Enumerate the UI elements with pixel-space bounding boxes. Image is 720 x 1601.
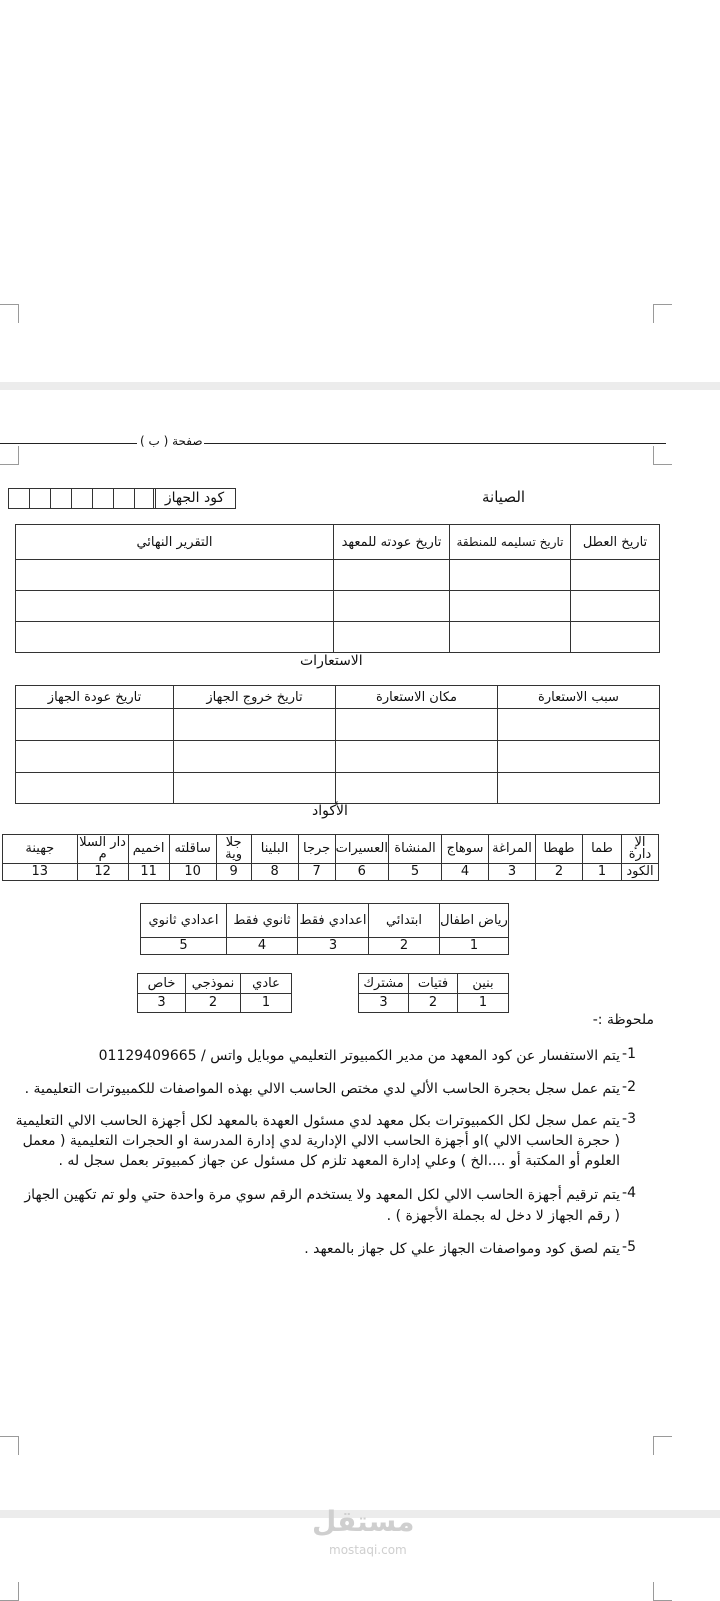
gender-codes-table [358,973,509,1013]
note-text: يتم عمل سجل بحجرة الحاسب الألي لدي مختص الحاسب الالي بهذه المواصفات للكمبيوترات التعليمية . [24,1081,620,1097]
admin-name-cell: المنشاة [389,835,442,864]
admin-code-cell: 10 [169,864,216,881]
stage-code-cell: 3 [298,938,369,955]
admin-code-cell: 3 [489,864,536,881]
maintenance-title: الصيانة [482,488,526,506]
type-name-cell: نموذجي [186,974,241,994]
admin-name-cell: المراغة [489,835,536,864]
note-text: يتم لصق كود ومواصفات الجهاز علي كل جهاز بالمعهد . [304,1241,620,1257]
maintenance-header-delivery-date: تاريخ تسليمه للمنطقة [450,525,571,560]
admin-code-cell: 12 [77,864,128,881]
loans-header-reason: سبب الاستعارة [498,686,660,709]
admin-code-cell: 4 [442,864,489,881]
admin-code-cell: 11 [128,864,169,881]
stage-code-cell: 1 [440,938,509,955]
note-number: -1 [622,1046,636,1062]
stage-code-cell: 2 [369,938,440,955]
admin-name-cell: اخميم [128,835,169,864]
gender-code-cell: 2 [409,994,458,1013]
admin-name-cell: طهطا [536,835,583,864]
header-rule [0,443,137,444]
codes-title: الأكواد [312,803,348,819]
device-code-label: كود الجهاز [153,488,236,509]
stage-name-cell: ابتدائي [369,904,440,938]
crop-mark [0,446,19,465]
admin-codes-table [2,834,659,881]
type-code-cell: 3 [138,994,186,1013]
admin-name-cell: ساقلته [169,835,216,864]
loans-title: الاستعارات [300,653,363,669]
stage-name-cell: رياض اطفال [440,904,509,938]
admin-code-cell: 5 [389,864,442,881]
crop-mark [653,446,672,465]
note-text: يتم ترقيم أجهزة الحاسب الالي لكل المعهد ولا يستخدم الرقم سوي مرة واحدة حتي ولو تم تكهين الجهاز [24,1187,620,1203]
watermark-site: mostaqi.com [329,1543,407,1557]
gender-name-cell: فتيات [409,974,458,994]
admin-code-cell: الكود [622,864,659,881]
admin-code-cell: 6 [335,864,388,881]
admin-name-cell: جرجا [298,835,335,864]
stage-name-cell: اعدادي ثانوي [141,904,227,938]
crop-mark [653,1436,672,1455]
note-text: العلوم أو المكتبة أو ....الخ ) وعلي إدارة المعهد تلزم كل مسئول عن جهاز كمبيوتر بعمل سجل له . [58,1153,620,1169]
table-row [16,773,660,804]
note-number: -3 [622,1111,636,1127]
crop-mark [0,304,19,323]
stage-codes-table [140,903,509,955]
crop-mark [0,1582,19,1601]
admin-name-cell: طما [583,835,622,864]
loans-header-out-date: تاريخ خروج الجهاز [174,686,336,709]
admin-name-cell: دار السلا م [77,835,128,864]
stage-code-cell: 5 [141,938,227,955]
admin-code-cell: 7 [298,864,335,881]
admin-name-cell: العسيرات [335,835,388,864]
note-number: -4 [622,1185,636,1201]
notes-title: ملحوظة :- [592,1012,654,1028]
crop-mark [653,304,672,323]
gender-code-cell: 1 [458,994,509,1013]
stage-name-cell: اعدادي فقط [298,904,369,938]
type-name-cell: عادي [241,974,292,994]
admin-code-cell: 1 [583,864,622,881]
admin-name-cell: جلا وية [216,835,251,864]
gender-name-cell: مشترك [359,974,409,994]
maintenance-table [15,524,660,653]
page-gap-top [0,382,720,390]
loans-header-place: مكان الاستعارة [336,686,498,709]
table-row [16,622,660,653]
note-text: ( حجرة الحاسب الالي )او أجهزة الحاسب الالي الإدارية لدي إدارة المدرسة او الحجرات التعليمية ( معمل [22,1133,620,1149]
gender-name-cell: بنين [458,974,509,994]
note-text: يتم عمل سجل لكل الكمبيوترات بكل معهد لدي مسئول العهدة بالمعهد لكل أجهزة الحاسب الالي التعليمية [15,1113,620,1129]
maintenance-header-final-report: التقرير النهائي [16,525,334,560]
admin-name-cell: الإ دارة [622,835,659,864]
admin-name-cell: سوهاج [442,835,489,864]
note-number: -2 [622,1079,636,1095]
stage-name-cell: ثانوي فقط [227,904,298,938]
maintenance-header-return-date: تاريخ عودته للمعهد [334,525,450,560]
admin-name-cell: جهينة [3,835,78,864]
table-row [16,741,660,773]
admin-code-cell: 8 [251,864,298,881]
note-number: -5 [622,1239,636,1255]
loans-header-return-date: تاريخ عودة الجهاز [16,686,174,709]
page-label: صفحة ( ب ) [140,434,203,448]
type-codes-table [137,973,292,1013]
type-code-cell: 1 [241,994,292,1013]
stage-code-cell: 4 [227,938,298,955]
maintenance-header-fault-date: تاريخ العطل [571,525,660,560]
device-code-boxes [8,488,156,509]
table-row [16,591,660,622]
note-text: ( رقم الجهاز لا دخل له بجملة الأجهزة ) . [386,1208,620,1224]
watermark-logo: مستقل [312,1505,415,1538]
table-row [16,709,660,741]
admin-name-cell: البلينا [251,835,298,864]
table-row [16,560,660,591]
type-code-cell: 2 [186,994,241,1013]
type-name-cell: خاص [138,974,186,994]
note-text: يتم الاستفسار عن كود المعهد من مدير الكمبيوتر التعليمي موبايل واتس / 01129409665 [98,1048,620,1064]
header-rule [204,443,666,444]
admin-code-cell: 13 [3,864,78,881]
crop-mark [0,1436,19,1455]
crop-mark [653,1582,672,1601]
admin-code-cell: 2 [536,864,583,881]
loans-table [15,685,660,804]
admin-code-cell: 9 [216,864,251,881]
gender-code-cell: 3 [359,994,409,1013]
